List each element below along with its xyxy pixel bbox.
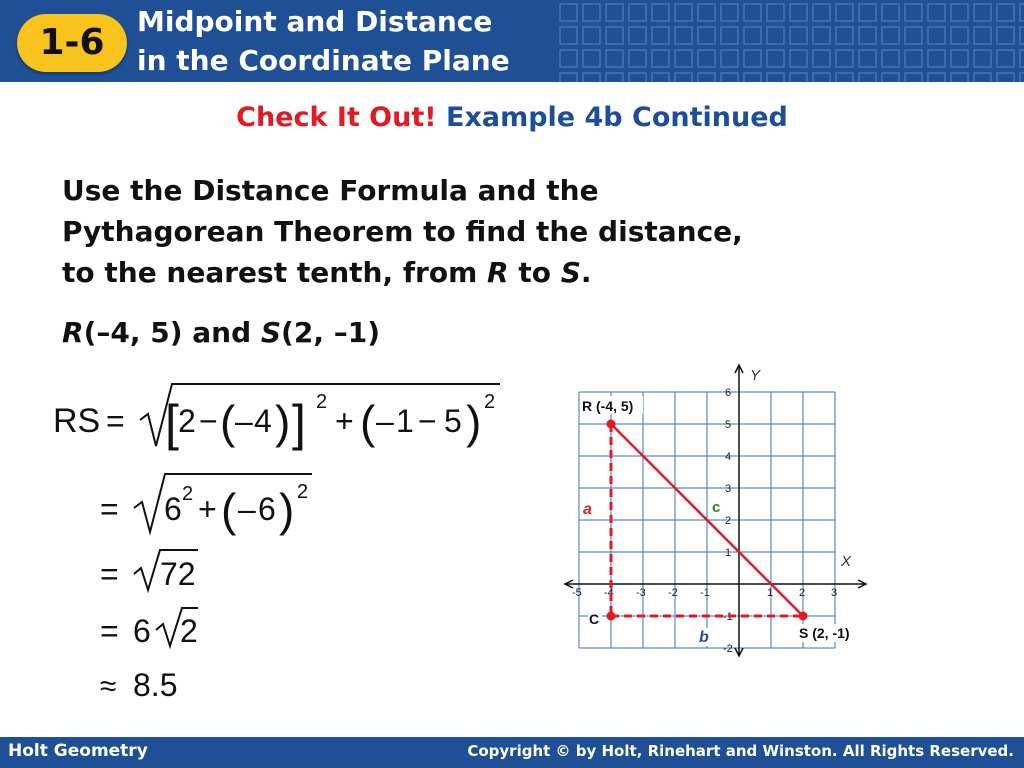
lesson-title-line2: in the Coordinate Plane bbox=[137, 44, 510, 77]
paren-open-2: ( bbox=[360, 396, 376, 448]
distance-formula-work bbox=[0, 0, 520, 737]
bracket-close: ] bbox=[292, 395, 306, 451]
y-tick-label: -1 bbox=[723, 611, 733, 623]
minus-sign-2: − bbox=[418, 403, 437, 439]
problem-line3-prefix: to the nearest tenth, from bbox=[62, 256, 488, 289]
footer-copyright: Copyright © by Holt, Rinehart and Winston. All Rights Reserved. bbox=[467, 742, 1014, 760]
equals-sign-4: = bbox=[100, 613, 119, 649]
y-tick-label: 1 bbox=[725, 547, 732, 559]
plus-sign-1: + bbox=[335, 403, 354, 439]
y-tick-label: 6 bbox=[725, 387, 732, 399]
coef-6: 6 bbox=[133, 613, 151, 649]
example-label: Example 4b Continued bbox=[446, 102, 788, 133]
term-neg-6: – bbox=[238, 491, 256, 527]
problem-line-2: Pythagorean Theorem to find the distance, bbox=[62, 215, 743, 248]
x-tick-label: 3 bbox=[831, 587, 838, 599]
y-tick-label: 3 bbox=[725, 483, 732, 495]
x-tick-label: 2 bbox=[799, 587, 806, 599]
check-it-out-label: Check It Out! bbox=[236, 102, 437, 133]
side-b-label: b bbox=[699, 629, 709, 646]
point-s bbox=[799, 612, 808, 621]
point-r-coords: (–4, 5) and bbox=[83, 316, 261, 349]
term-1: 1 bbox=[396, 403, 414, 439]
problem-line3-end: . bbox=[580, 256, 592, 289]
final-result: 8.5 bbox=[133, 667, 178, 703]
paren-close-2: ) bbox=[466, 396, 482, 448]
x-tick-label: -3 bbox=[636, 587, 646, 599]
bracket-open: [ bbox=[165, 395, 179, 451]
term-4: 4 bbox=[254, 403, 272, 439]
point-r-label: R (-4, 5) bbox=[582, 398, 634, 414]
lesson-title-line1: Midpoint and Distance bbox=[137, 5, 493, 38]
term-5: 5 bbox=[444, 403, 462, 439]
point-s-label: S (2, -1) bbox=[799, 625, 850, 641]
point-r-name: R bbox=[62, 316, 84, 349]
x-tick-label: 1 bbox=[767, 587, 774, 599]
side-a-label: a bbox=[583, 501, 592, 518]
problem-line3-mid: to bbox=[508, 256, 561, 289]
y-axis-label: Y bbox=[750, 367, 761, 384]
y-tick-label: 2 bbox=[725, 515, 732, 527]
paren-open-1: ( bbox=[220, 396, 236, 448]
minus-sign-1: − bbox=[199, 403, 218, 439]
point-c-label: C bbox=[589, 611, 600, 627]
coordinate-graph bbox=[548, 360, 868, 660]
exponent-1: 2 bbox=[316, 391, 328, 413]
term-2: 2 bbox=[178, 403, 196, 439]
equals-sign-3: = bbox=[100, 556, 119, 592]
var-r: R bbox=[487, 256, 509, 289]
side-c-label: c bbox=[712, 499, 721, 516]
y-tick-label: -2 bbox=[723, 643, 733, 655]
radicand-2: 2 bbox=[180, 613, 198, 649]
term-neg: – bbox=[235, 403, 253, 439]
equals-sign-2: = bbox=[100, 491, 119, 527]
var-s: S bbox=[560, 256, 581, 289]
exponent-4: 2 bbox=[297, 481, 309, 503]
point-r bbox=[607, 420, 616, 429]
y-tick-label: 5 bbox=[725, 419, 732, 431]
term-6a: 6 bbox=[164, 491, 182, 527]
x-tick-label: -5 bbox=[572, 587, 582, 599]
rs-label: RS bbox=[53, 402, 101, 440]
term-neg-1: – bbox=[376, 403, 394, 439]
equals-sign-1: = bbox=[106, 403, 125, 439]
lesson-number: 1-6 bbox=[39, 22, 105, 63]
x-tick-label: -4 bbox=[604, 587, 614, 599]
paren-close-1: ) bbox=[275, 396, 291, 448]
slide-footer bbox=[0, 737, 1024, 768]
problem-line-1: Use the Distance Formula and the bbox=[62, 174, 599, 207]
exponent-3: 2 bbox=[182, 483, 194, 505]
x-tick-label: -2 bbox=[668, 587, 678, 599]
plus-sign-2: + bbox=[198, 491, 217, 527]
y-tick-label: 4 bbox=[725, 451, 732, 463]
point-c bbox=[607, 612, 616, 621]
point-s-coords: (2, –1) bbox=[281, 316, 380, 349]
paren-close-3: ) bbox=[279, 484, 295, 536]
approx-sign: ≈ bbox=[100, 670, 117, 703]
value-72: 72 bbox=[160, 556, 196, 592]
term-6b: 6 bbox=[258, 491, 276, 527]
x-axis-label: X bbox=[841, 553, 852, 570]
exponent-2: 2 bbox=[484, 391, 496, 413]
paren-open-3: ( bbox=[221, 484, 237, 536]
x-tick-label: -1 bbox=[700, 587, 710, 599]
point-s-name: S bbox=[260, 316, 282, 349]
footer-course: Holt Geometry bbox=[8, 741, 148, 761]
